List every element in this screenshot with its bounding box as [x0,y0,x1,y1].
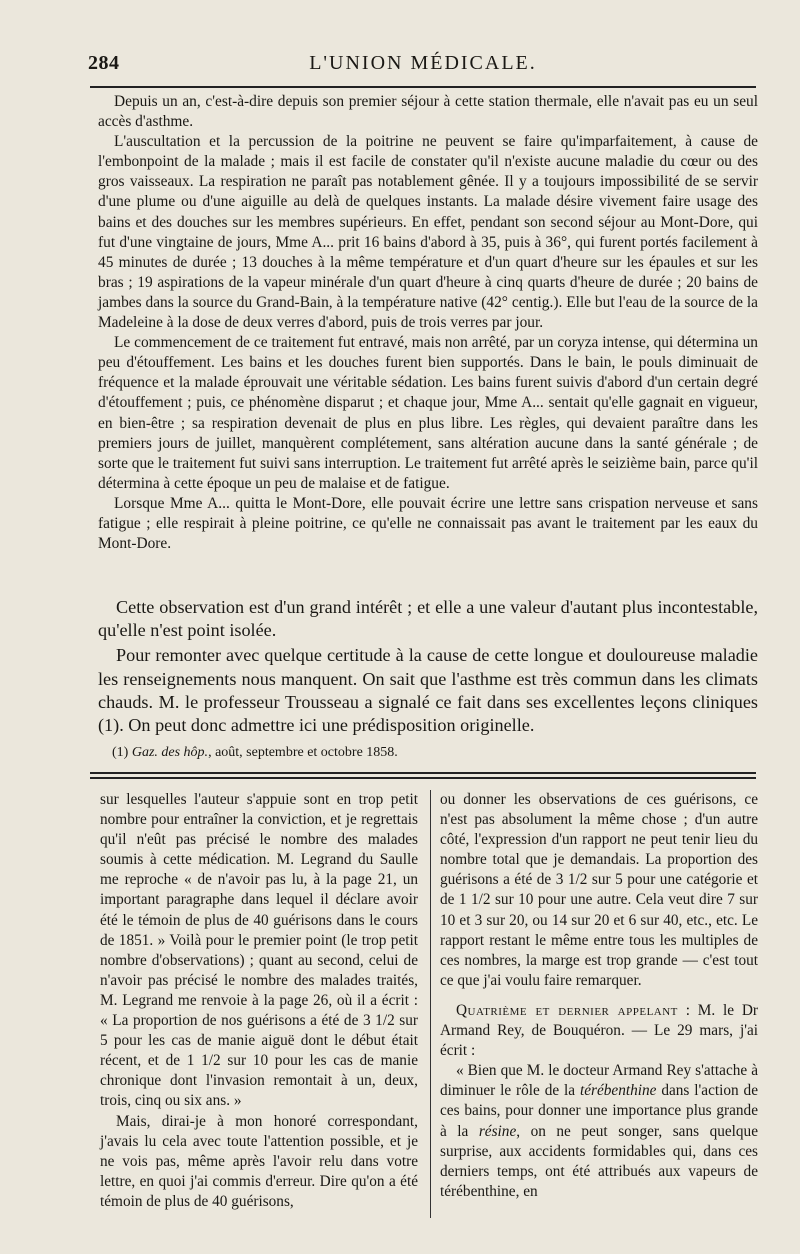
paragraph: ou donner les observations de ces guérisons, ce n'est pas absolument la même chose ; d'un autre côté, l'expression d'un rapport ne peut tenir lieu du nombre total que je demandais. La proportion des guérisons a été de 3 1/2 sur 5 pour une catégorie et de 1 1/2 sur 10 pour une autre. Cela veut dire 7 sur 10 et 3 sur 20, ou 14 sur 20 et 6 sur 40, etc., etc. Le rapport restant le même entre tous les multiples de ces nombres, la marge est trop grande — c'est tout ce que j'ai voulu faire remarquer. [440,791,758,989]
paragraph: L'auscultation et la percussion de la poitrine ne peuvent se faire qu'imparfaitement, à cause de l'embonpoint de la malade ; mais il est facile de constater qu'il n'existe aucune maladie du cœur ou des gros vaisseaux. La respiration ne paraît pas notablement gênée. Il y a toujours impossibilité de se servir d'une plume ou d'une aiguille au delà de quelques instants. La malade désire vivement faire usage des bains et des douches sur les membres supérieurs. En effet, pendant son second séjour au Mont-Dore, qui fut d'une vingtaine de jours, Mme A... prit 16 bains d'abord à 35, puis à 36°, qui furent portés facilement à 45 minutes de durée ; 13 douches à la même température et d'un quart d'heure sur les épaules et sur les bras ; 19 aspirations de la vapeur minérale d'un quart d'heure à cinq quarts d'heure de durée ; 20 bains de jambes dans la source du Grand-Bain, à la température native (42° centig.). Elle but l'eau de la source de la Madeleine à la dose de deux verres d'abord, puis de trois verres par jour. [98,133,758,332]
paragraph: Lorsque Mme A... quitta le Mont-Dore, elle pouvait écrire une lettre sans crispation nerveuse et sans fatigue ; elle respirait à pleine poitrine, ce qu'elle ne connaissait pas avant le traitement par les eaux du Mont-Dore. [98,494,758,553]
left-column [100,790,418,1212]
commentary-text [98,596,758,739]
running-title: L'UNION MÉDICALE. [309,52,537,74]
paragraph: Depuis un an, c'est-à-dire depuis son premier séjour à cette station thermale, elle n'avait pas eu un seul accès d'asthme. [98,93,758,131]
section-rule [90,772,756,774]
column-divider [430,790,431,1218]
quote-text: , on ne peut songer, sans quelque surprise, aux accidents formidables qui, dans ces derniers temps, ont été attribués aux vapeurs de térébenthine, en [440,1122,758,1200]
page-header [88,52,758,82]
section-heading [440,1001,758,1061]
paragraph: Mais, dirai-je à mon honoré correspondant, j'avais lu cela avec toute l'attention possible, et je ne vois pas, même après l'avoir relu dans votre lettre, en quoi j'ai commis d'erreur. Dire qu'on a été témoin de plus de 40 guérisons, [100,1112,418,1210]
section-rule [90,777,756,779]
term-resine: résine [478,1122,517,1140]
paragraph: Le commencement de ce traitement fut entravé, mais non arrêté, par un coryza intense, qui détermina un peu d'étouffement. Les bains et les douches furent bien supportés. Dans le bain, le pouls diminuait de fréquence et la malade éprouvait une véritable sédation. Les bains furent suivis d'abord d'un certain degré d'étouffement ; puis, ce phénomène disparut ; et chaque jour, Mme A... sentait qu'elle gagnait en vigueur, en bien-être ; sa respiration devenait de plus en plus libre. Les règles, qui devaient paraître dans les premiers jours de juillet, manquèrent complétement, sans altération aucune dans la santé générale ; de sorte que le traitement fut suivi sans interruption. Le traitement fut arrêté après le seizième bain, parce qu'il détermina à cette époque un peu de malaise et de fatigue. [98,334,758,492]
paragraph: sur lesquelles l'auteur s'appuie sont en trop petit nombre pour entraîner la conviction, et je regrettais qu'il n'eût pas précisé le nombre des malades soumis à cette médication. M. Legrand du Saulle me reproche « de n'avoir pas lu, à la page 21, un important paragraphe dans lequel il déclare avoir été le témoin de plus de 40 guérisons dans le cours de 1851. » Voilà pour le premier point (le trop petit nombre d'observations) ; quant au second, celui de n'avoir pas précisé le nombre des malades traités, M. Legrand me renvoie à la page 26, où il a écrit : « La proportion de nos guérisons a été de 3 1/2 sur 5 pour les cas de manie aiguë dont le début était récent, et de 1 1/2 sur 10 pour les cas de manie chronique dont l'invasion remontait à un, deux, trois, cinq ou six ans. » [100,791,418,1110]
heading-rest: : M. le Dr Armand Rey, de Bouquéron. — Le 29 mars, j'ai écrit : [440,1001,758,1060]
case-report-text [98,92,758,554]
footnote [112,744,752,762]
quote-paragraph [440,1061,758,1202]
footnote-rest: , août, septembre et octobre 1858. [208,745,398,760]
quote-text: « Bien que M. le docteur Armand Rey s'attache à diminuer le rôle de la [440,1062,758,1100]
paragraph: Cette observation est d'un grand intérêt ; et elle a une valeur d'autant plus incontestable, qu'elle n'est point isolée. [98,597,758,641]
heading-caps: Quatrième et dernier appelant [456,1001,678,1019]
term-terebenthine: térébenthine [579,1082,657,1100]
footnote-marker: (1) [112,745,132,760]
footnote-source: Gaz. des hôp. [131,745,209,760]
header-rule [90,86,756,88]
right-column [440,790,758,1202]
quote-text: dans l'action de ces bains, pour donner une importance plus grande à la [440,1082,758,1140]
paragraph: Pour remonter avec quelque certitude à la cause de cette longue et douloureuse maladie les renseignements nous manquent. On sait que l'asthme est très commun dans les climats chauds. M. le professeur Trousseau a signalé ce fait dans ses excellentes leçons cliniques (1). On peut donc admettre ici une prédisposition originelle. [98,645,758,736]
page-number: 284 [88,52,120,74]
